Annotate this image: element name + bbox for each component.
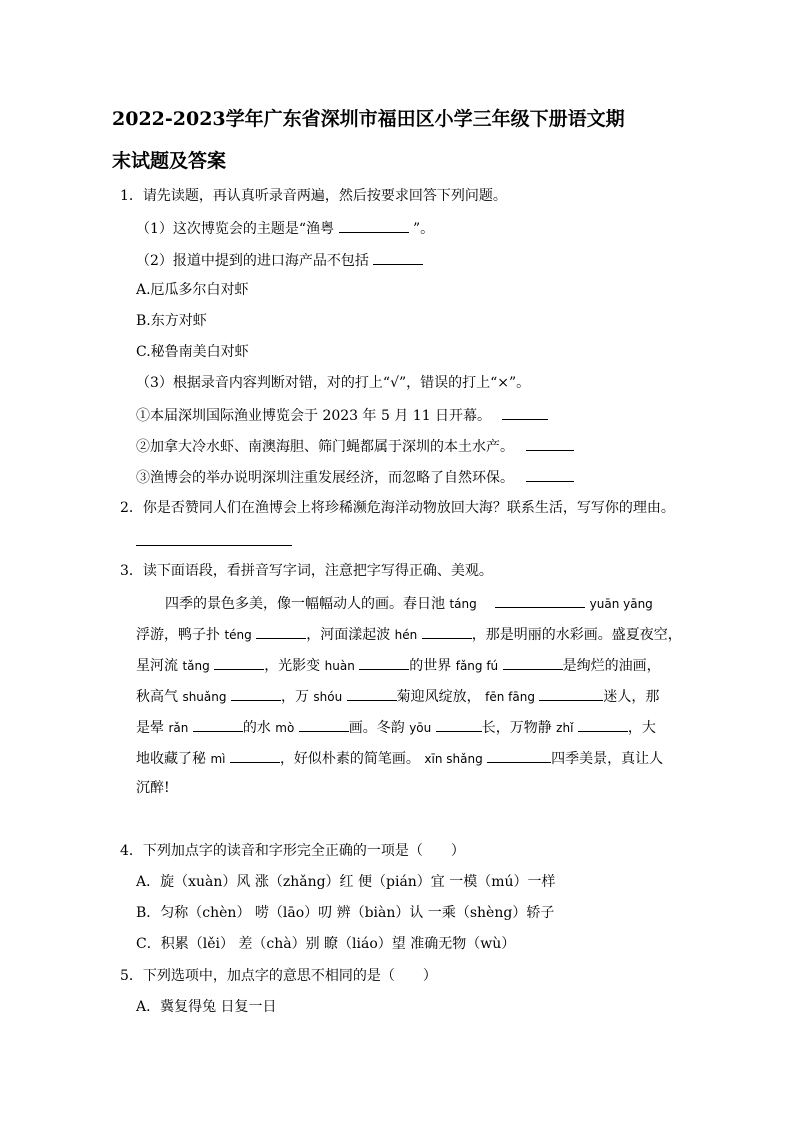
q5-stem: 5．下列选项中，加点字的意思不相同的是（ ）	[120, 968, 437, 984]
passage-text: 四季的景色多美，像一幅幅动人的画。春日池	[165, 596, 445, 612]
pinyin: téng	[224, 628, 252, 642]
q1-option-a: A.厄瓜多尔白对虾	[136, 282, 249, 298]
passage-text: 菊迎风绽放，	[396, 689, 481, 705]
answer-blank[interactable]	[231, 686, 281, 701]
answer-blank[interactable]	[502, 405, 548, 420]
q1-sub1-end: ”。	[412, 221, 435, 237]
q1-sub3: （3）根据录音内容判断对错，对的打上“√”，错误的打上“×”。	[136, 375, 531, 391]
q4-option-b[interactable]: B．匀称（chèn） 唠（lāo）叨 辨（biàn）认 一乘（shèng）轿子	[136, 905, 555, 921]
pinyin: tǎng	[182, 659, 210, 673]
q1-sub2	[136, 250, 423, 270]
q1-item3	[136, 467, 574, 487]
answer-blank[interactable]	[436, 717, 482, 732]
q4-option-c[interactable]: C．积累（lěi） 差（chà）别 瞭（liáo）望 准确无物（wù）	[136, 936, 516, 952]
answer-blank[interactable]	[339, 218, 409, 233]
answer-blank[interactable]	[299, 717, 349, 732]
answer-blank[interactable]	[193, 717, 243, 732]
q1-option-c: C.秘鲁南美白对虾	[136, 344, 249, 360]
answer-blank[interactable]	[422, 624, 472, 639]
pinyin: yuān yāng	[589, 597, 653, 611]
passage-text: 是绚烂的油画，	[562, 658, 661, 674]
passage-text: ，河面漾起波	[306, 627, 391, 643]
pinyin: rǎn	[168, 721, 189, 735]
pinyin: táng	[449, 597, 477, 611]
answer-blank[interactable]	[495, 593, 585, 608]
q3-passage-line6	[136, 748, 663, 768]
pinyin: shóu	[313, 690, 343, 704]
q2-stem: 2．你是否赞同人们在渔博会上将珍稀濒危海洋动物放回大海？联系生活，写写你的理由。	[120, 500, 675, 516]
q1-item1-text: ①本届深圳国际渔业博览会于 2023 年 5 月 11 日开幕。	[136, 408, 492, 424]
pinyin: hén	[394, 628, 418, 642]
answer-blank[interactable]	[526, 467, 574, 482]
passage-text: 的世界	[409, 658, 452, 674]
answer-blank[interactable]	[503, 655, 563, 670]
q5-option-a[interactable]: A．冀复得兔 日复一日	[136, 999, 277, 1015]
passage-text: 星河流	[136, 658, 178, 674]
answer-blank[interactable]	[487, 748, 551, 763]
q1-item1	[136, 405, 548, 425]
q2-answer-line[interactable]	[136, 545, 292, 546]
doc-title-line1: 2022-2023学年广东省深圳市福田区小学三年级下册语文期	[112, 108, 625, 130]
q1-sub1	[136, 218, 434, 238]
q1-item2	[136, 436, 574, 456]
q3-passage-line7: 沉醉!	[136, 780, 170, 796]
pinyin: zhǐ	[556, 721, 574, 735]
passage-text: 是晕	[136, 720, 164, 736]
q1-stem: 1．请先读题，再认真听录音两遍，然后按要求回答下列问题。	[120, 188, 507, 204]
q1-sub2-text: （2）报道中提到的进口海产品不包括	[136, 253, 369, 269]
q4-option-a[interactable]: A．旋（xuàn）风 涨（zhǎng）红 便（pián）宜 一模（mú）一样	[136, 874, 556, 890]
q3-passage-line4	[136, 686, 659, 706]
pinyin: fēn fāng	[485, 690, 535, 704]
answer-blank[interactable]	[214, 655, 264, 670]
passage-text: 长，万物静	[481, 720, 552, 736]
q4-stem: 4．下列加点字的读音和字形完全正确的一项是（ ）	[120, 843, 465, 859]
q3-stem: 3．读下面语段，看拼音写字词，注意把字写得正确、美观。	[120, 563, 493, 579]
answer-blank[interactable]	[539, 686, 603, 701]
passage-text: ，好似朴素的简笔画。	[279, 751, 420, 767]
pinyin: fǎng fú	[455, 659, 499, 673]
pinyin: huàn	[324, 659, 355, 673]
q3-passage-line3	[136, 655, 661, 675]
doc-title-line2: 末试题及答案	[112, 150, 227, 172]
answer-blank[interactable]	[526, 436, 574, 451]
answer-blank[interactable]	[230, 748, 280, 763]
q1-sub1-text: （1）这次博览会的主题是“渔粤	[136, 221, 335, 237]
q3-passage-line5	[136, 717, 656, 737]
q1-item3-text: ③渔博会的举办说明深圳注重发展经济，而忽略了自然环保。	[136, 470, 514, 486]
answer-blank[interactable]	[359, 655, 409, 670]
pinyin: mò	[275, 721, 295, 735]
q3-passage-line1	[165, 593, 653, 613]
q1-option-b: B.东方对虾	[136, 313, 207, 329]
passage-text: ，那是明丽的水彩画。盛夏夜空，	[471, 627, 682, 643]
passage-text: 四季美景，真让人	[551, 751, 664, 767]
answer-blank[interactable]	[578, 717, 628, 732]
passage-text: ，万	[280, 689, 309, 705]
pinyin: mì	[210, 752, 226, 766]
passage-text: 迷人，那	[603, 689, 660, 705]
passage-text: 画。冬韵	[348, 720, 405, 736]
passage-text: ，大	[627, 720, 656, 736]
passage-text: 地收藏了秘	[136, 751, 206, 767]
passage-text: ，光影变	[264, 658, 321, 674]
answer-blank[interactable]	[256, 624, 306, 639]
answer-blank[interactable]	[373, 250, 423, 265]
pinyin: xīn shǎng	[424, 752, 483, 766]
pinyin: shuǎng	[182, 690, 227, 704]
passage-text: 浮游，鸭子扑	[136, 627, 220, 643]
answer-blank[interactable]	[347, 686, 397, 701]
passage-text: 秋高气	[136, 689, 178, 705]
q3-passage-line2	[136, 624, 682, 644]
pinyin: yōu	[409, 721, 432, 735]
q1-item2-text: ②加拿大冷水虾、南澳海胆、筛门蝇都属于深圳的本土水产。	[136, 439, 514, 455]
passage-text: 的水	[242, 720, 271, 736]
